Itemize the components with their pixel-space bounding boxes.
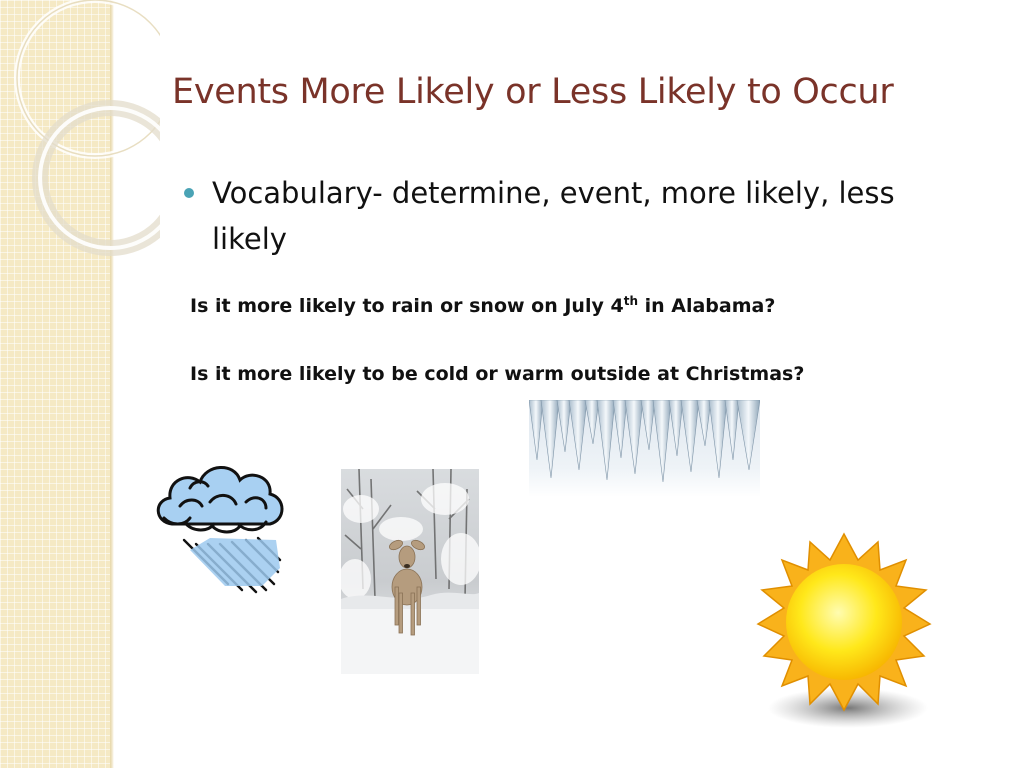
- decorative-rings: [0, 0, 160, 260]
- question-cold-or-warm: Is it more likely to be cold or warm outside at Christmas?: [190, 363, 805, 385]
- question-1-superscript: th: [623, 294, 638, 308]
- vocabulary-bullet: Vocabulary- determine, event, more likely, less likely: [212, 176, 895, 256]
- bullet-marker: [184, 188, 194, 198]
- deer-in-snow-photo: [341, 469, 479, 674]
- question-1-text: Is it more likely to rain or snow on July 4: [190, 295, 624, 317]
- sun-icon: [748, 530, 940, 730]
- question-1-text-end: in Alabama?: [637, 295, 776, 317]
- question-rain-or-snow: [190, 290, 775, 322]
- icicles-image: [529, 400, 760, 497]
- rain-cloud-icon: [150, 458, 285, 598]
- slide-title: Events More Likely or Less Likely to Occur: [172, 72, 894, 112]
